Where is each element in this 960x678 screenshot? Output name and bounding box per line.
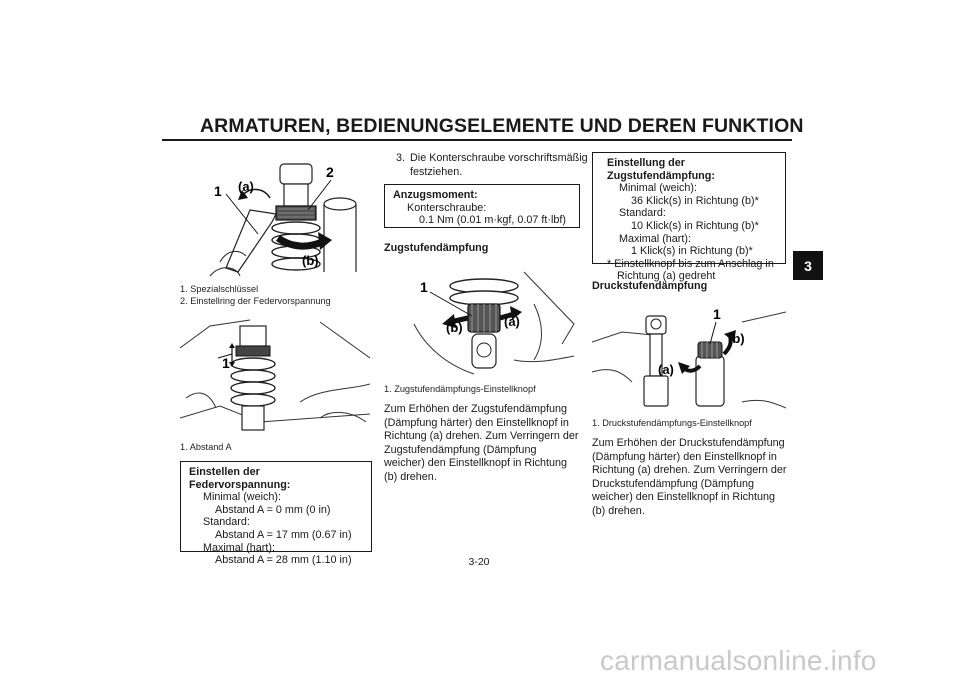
callout-2: 2 (326, 164, 334, 180)
page-title: ARMATUREN, BEDIENUNGSELEMENTE UND DEREN FUNKTION (200, 115, 804, 137)
callout-1: 1 (222, 355, 230, 371)
torque-box-label: Konterschraube: (407, 201, 487, 214)
rebound-spec-box (592, 152, 786, 283)
spring-box-min-label: Minimal (weich): (203, 491, 281, 504)
callout-b: (b) (302, 253, 319, 268)
compression-caption: 1. Druckstufendämpfungs-Einstellknopf (592, 418, 752, 428)
rebound-box-title: Einstellung der Zugstufendämpfung: (607, 157, 715, 182)
rebound-box-std-label: Standard: (619, 207, 666, 220)
rebound-box-min-value: 36 Klick(s) in Richtung (b)* (631, 194, 759, 207)
spring-box-min-value: Abstand A = 0 mm (0 in) (215, 503, 331, 516)
callout-a: (a) (238, 179, 254, 194)
page-number: 3-20 (468, 556, 490, 568)
callout-a: (a) (658, 362, 674, 377)
title-rule (162, 139, 792, 141)
rebound-box-note-1: * Einstellknopf bis zum Anschlag in (607, 257, 774, 270)
rebound-caption: 1. Zugstufendämpfungs-Einstellknopf (384, 384, 536, 394)
rebound-body-text: Zum Erhöhen der Zugstufendämpfung (Dämpfung härter) den Einstellknopf in Richtung (a) drehen. Zum Verringern der Zugstufendämpfung (Dämpfung weicher) den Einstellknopf in Richtung (b) drehen. (384, 403, 579, 483)
step-3-text: Die Konterschraube vorschriftsmäßig festziehen. (410, 152, 588, 178)
figure-distance-a (180, 318, 370, 438)
watermark: carmanualsonline.info (600, 645, 877, 676)
spring-box-max-value: Abstand A = 28 mm (1.10 in) (215, 554, 352, 567)
spring-box-max-label: Maximal (hart): (203, 541, 275, 554)
spring-preload-spec-box (180, 461, 372, 567)
rebound-box-max-value: 1 Klick(s) in Richtung (b)* (631, 245, 753, 258)
callout-1: 1 (713, 306, 721, 322)
figure1-caption-1: 1. Spezialschlüssel (180, 284, 259, 294)
figure1-caption-2: 2. Einstellring der Federvorspannung (180, 296, 331, 306)
step-3-number: 3. (396, 152, 406, 164)
spring-box-title: Einstellen der Federvorspannung: (189, 466, 291, 491)
figure-spring-preload-wrench (180, 152, 370, 280)
torque-spec-box (384, 184, 580, 228)
figure2-caption: 1. Abstand A (180, 442, 232, 452)
compression-heading: Druckstufendämpfung (592, 280, 708, 292)
callout-1: 1 (420, 279, 428, 295)
figure-compression-knob (592, 302, 786, 414)
spring-box-std-label: Standard: (203, 516, 250, 529)
spring-box-std-value: Abstand A = 17 mm (0.67 in) (215, 528, 352, 541)
compression-body-text: Zum Erhöhen der Druckstufendämpfung (Dämpfung härter) den Einstellknopf in Richtung (a) drehen. Zum Verringern der Druckstufendämpfung (Dämpfung weicher) den Einstellknopf in Richtung (b) drehen. (592, 437, 787, 517)
callout-1: 1 (214, 183, 222, 199)
callout-a: (a) (504, 314, 520, 329)
rebound-heading: Zugstufendämpfung (384, 242, 489, 254)
rebound-box-min-label: Minimal (weich): (619, 182, 697, 195)
callout-b: (b) (728, 331, 745, 346)
rebound-box-note-2: Richtung (a) gedreht (617, 270, 716, 283)
torque-box-value: 0.1 Nm (0.01 m·kgf, 0.07 ft·lbf) (419, 214, 567, 227)
rebound-box-max-label: Maximal (hart): (619, 232, 691, 245)
torque-box-title: Anzugsmoment: (393, 189, 478, 201)
figure-rebound-knob (384, 264, 578, 380)
callout-b: (b) (446, 320, 463, 335)
rebound-box-std-value: 10 Klick(s) in Richtung (b)* (631, 219, 759, 232)
chapter-tab: 3 (793, 251, 823, 280)
